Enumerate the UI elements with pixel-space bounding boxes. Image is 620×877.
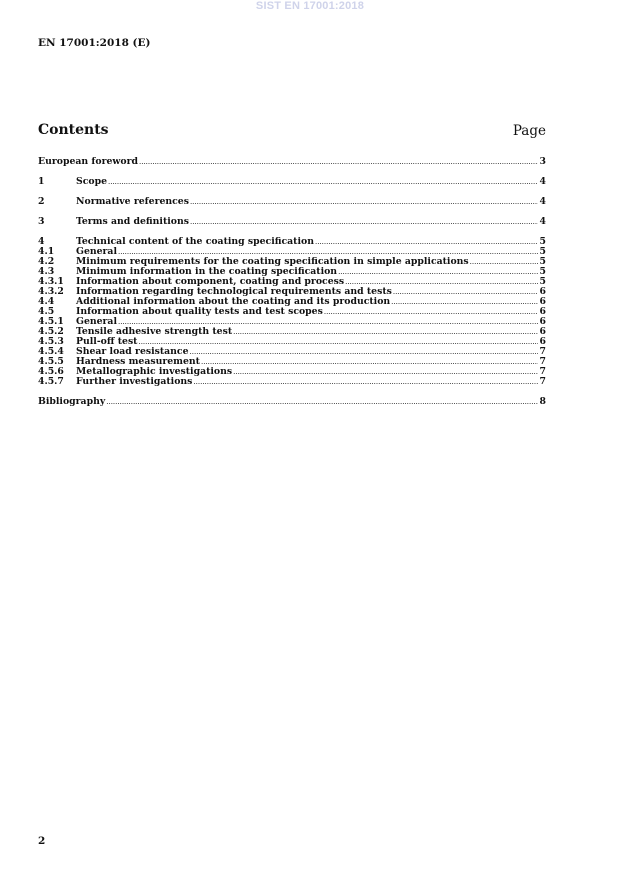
toc-entry-number: 4.4 — [38, 296, 55, 307]
toc-entry-number: 4.5.2 — [38, 326, 64, 337]
toc-entry-page: 4 — [539, 196, 546, 207]
toc-entry-title: Further investigations — [76, 376, 193, 387]
dot-leader — [470, 257, 538, 267]
toc-entry-number: 2 — [38, 196, 45, 207]
toc-entry[interactable] — [38, 217, 546, 227]
toc-entry-page: 6 — [539, 296, 546, 307]
toc-entry-number: 4.5.6 — [38, 366, 64, 377]
toc-entry-page: 7 — [539, 366, 546, 377]
dot-leader — [391, 297, 537, 307]
toc-entry-title: Information about component, coating and process — [76, 276, 345, 287]
dot-leader — [108, 177, 538, 187]
dot-leader — [190, 197, 538, 207]
toc-entry-page: 5 — [539, 276, 546, 287]
dot-leader — [315, 237, 538, 247]
toc-entry-number: 4.5.1 — [38, 316, 64, 327]
toc-entry-title: Tensile adhesive strength test — [76, 326, 233, 337]
toc-entry-number: 1 — [38, 176, 45, 187]
toc-entry-title: Pull-off test — [76, 336, 138, 347]
toc-entry[interactable] — [38, 397, 546, 407]
dot-leader — [190, 217, 538, 227]
document-id: EN 17001:2018 (E) — [38, 37, 151, 49]
toc-entry-number: 4.1 — [38, 246, 55, 257]
toc-entry-number: 4.5.4 — [38, 346, 64, 357]
contents-heading: Contents — [38, 122, 109, 138]
toc-entry-title: Bibliography — [38, 396, 106, 407]
toc-entry-page: 5 — [539, 256, 546, 267]
toc-entry-page: 4 — [539, 216, 546, 227]
toc-entry-number: 4.2 — [38, 256, 55, 267]
toc-entry-title: General — [76, 246, 117, 257]
dot-leader — [393, 287, 538, 297]
toc-entry-page: 5 — [539, 246, 546, 257]
page-number: 2 — [38, 835, 46, 847]
watermark: SIST EN 17001:2018 — [255, 0, 365, 12]
dot-leader — [338, 267, 537, 277]
toc-entry-title: Information about quality tests and test scopes — [76, 306, 323, 317]
toc-entry[interactable] — [38, 377, 546, 387]
dot-leader — [139, 157, 538, 167]
toc-entry-page: 4 — [539, 176, 546, 187]
toc-entry[interactable] — [38, 177, 546, 187]
toc-entry-title: Technical content of the coating specification — [76, 236, 314, 247]
dot-leader — [201, 357, 538, 367]
toc-entry-page: 7 — [539, 346, 546, 357]
toc-entry-number: 4 — [38, 236, 45, 247]
toc-entry-title: Metallographic investigations — [76, 366, 233, 377]
dot-leader — [233, 367, 537, 377]
toc-entry-title: Minimum information in the coating specification — [76, 266, 338, 277]
toc-entry-page: 6 — [539, 336, 546, 347]
dot-leader — [190, 347, 538, 357]
toc-entry-title: General — [76, 316, 117, 327]
toc-entry-title: Information regarding technological requirements and tests — [76, 286, 392, 297]
toc-entry-number: 3 — [38, 216, 45, 227]
toc-entry-page: 5 — [539, 266, 546, 277]
toc-entry-title: European foreword — [38, 156, 138, 167]
toc-entry-title: Normative references — [76, 196, 189, 207]
dot-leader — [324, 307, 538, 317]
dot-leader — [138, 337, 537, 347]
table-of-contents — [38, 157, 546, 407]
toc-entry-title: Scope — [76, 176, 107, 187]
toc-entry-page: 6 — [539, 306, 546, 317]
toc-entry-title: Hardness measurement — [76, 356, 200, 367]
toc-entry-number: 4.3 — [38, 266, 55, 277]
toc-entry-number: 4.5 — [38, 306, 55, 317]
toc-entry-page: 6 — [539, 326, 546, 337]
toc-entry-number: 4.5.3 — [38, 336, 64, 347]
toc-entry-page: 5 — [539, 236, 546, 247]
page-column-heading: Page — [512, 123, 546, 139]
dot-leader — [233, 327, 537, 337]
toc-entry-page: 3 — [539, 156, 546, 167]
toc-entry-title: Shear load resistance — [76, 346, 189, 357]
toc-entry-page: 8 — [539, 396, 546, 407]
dot-leader — [193, 377, 537, 387]
toc-entry-number: 4.3.1 — [38, 276, 64, 287]
toc-entry-page: 6 — [539, 316, 546, 327]
toc-entry-page: 7 — [539, 376, 546, 387]
toc-entry-title: Minimum requirements for the coating specification in simple applications — [76, 256, 469, 267]
toc-entry-page: 7 — [539, 356, 546, 367]
toc-entry-title: Additional information about the coating and its production — [76, 296, 391, 307]
toc-entry-title: Terms and definitions — [76, 216, 189, 227]
toc-entry-number: 4.3.2 — [38, 286, 64, 297]
toc-entry-page: 6 — [539, 286, 546, 297]
toc-entry-number: 4.5.7 — [38, 376, 64, 387]
toc-entry-number: 4.5.5 — [38, 356, 64, 367]
toc-entry[interactable] — [38, 157, 546, 167]
toc-entry[interactable] — [38, 197, 546, 207]
dot-leader — [106, 397, 537, 407]
